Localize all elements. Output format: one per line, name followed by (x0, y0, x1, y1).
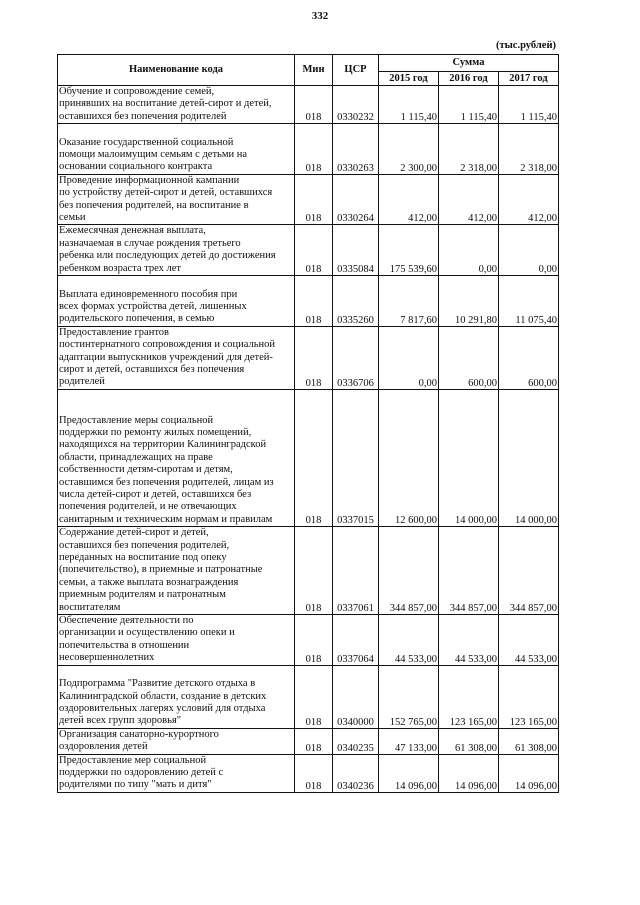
row-2017-cell: 1 115,40 (499, 86, 559, 124)
header-csr: ЦСР (333, 55, 379, 86)
row-min-cell: 018 (295, 728, 333, 754)
budget-table (57, 54, 559, 793)
row-2015-cell: 14 096,00 (379, 754, 439, 792)
row-csr-cell: 0340236 (333, 754, 379, 792)
row-min-cell: 018 (295, 86, 333, 124)
row-csr-cell: 0330264 (333, 174, 379, 225)
row-2015-cell: 2 300,00 (379, 124, 439, 175)
row-name-cell: Предоставление грантов постинтернатного сопровождения и социальной адаптации выпускников учреждений для детей- сирот и детей, оставшихся без попечения родителей (58, 326, 295, 389)
row-2016-cell: 1 115,40 (439, 86, 499, 124)
row-2016-cell: 600,00 (439, 326, 499, 389)
row-min-cell: 018 (295, 174, 333, 225)
header-2017: 2017 год (499, 72, 559, 86)
row-name-cell: Предоставление мер социальной поддержки по оздоровлению детей с родителями по типу "мать и дитя" (58, 754, 295, 792)
row-min-cell: 018 (295, 225, 333, 276)
row-2017-cell: 14 096,00 (499, 754, 559, 792)
row-name-cell: Выплата единовременного пособия при всех формах устройства детей, лишенных родительского попечения, в семью (58, 276, 295, 327)
header-min: Мин (295, 55, 333, 86)
row-csr-cell: 0340235 (333, 728, 379, 754)
table-row (58, 174, 559, 225)
row-csr-cell: 0337061 (333, 527, 379, 615)
row-2016-cell: 0,00 (439, 225, 499, 276)
row-2015-cell: 44 533,00 (379, 615, 439, 666)
row-name-cell: Предоставление меры социальной поддержки по ремонту жилых помещений, находящихся на территории Калининградской области, принадлежащих на праве собственности детям-сиротам и детям, оставшимся без попечения родителей, лицам из числа детей-сирот и детей, оставшихся без попечения родителей, и не отвечающих санитарным и техническим нормам и правилам (58, 389, 295, 526)
table-header (58, 55, 559, 86)
row-csr-cell: 0337015 (333, 389, 379, 526)
row-2016-cell: 412,00 (439, 174, 499, 225)
row-2016-cell: 123 165,00 (439, 665, 499, 728)
row-2015-cell: 0,00 (379, 326, 439, 389)
row-2016-cell: 61 308,00 (439, 728, 499, 754)
table-row (58, 86, 559, 124)
row-2016-cell: 2 318,00 (439, 124, 499, 175)
table-row (58, 754, 559, 792)
header-2015: 2015 год (379, 72, 439, 86)
row-2015-cell: 344 857,00 (379, 527, 439, 615)
row-csr-cell: 0335084 (333, 225, 379, 276)
row-2016-cell: 44 533,00 (439, 615, 499, 666)
row-csr-cell: 0340000 (333, 665, 379, 728)
table-row (58, 225, 559, 276)
table-body (58, 86, 559, 793)
row-2017-cell: 14 000,00 (499, 389, 559, 526)
table-row (58, 389, 559, 526)
units-label: (тыс.рублей) (495, 40, 556, 51)
row-2017-cell: 0,00 (499, 225, 559, 276)
table-row (58, 728, 559, 754)
row-name-cell: Ежемесячная денежная выплата, назначаемая в случае рождения третьего ребенка или последующих детей до достижения ребенком возраста трех лет (58, 225, 295, 276)
row-name-cell: Содержание детей-сирот и детей, оставшихся без попечения родителей, переданных на воспитание под опеку (попечительство), в приемные и патронатные семьи, а также выплата вознаграждения приемным родителям и патронатным воспитателям (58, 527, 295, 615)
page-number: 332 (311, 10, 329, 22)
row-2016-cell: 14 096,00 (439, 754, 499, 792)
row-csr-cell: 0330263 (333, 124, 379, 175)
row-2015-cell: 1 115,40 (379, 86, 439, 124)
row-2017-cell: 412,00 (499, 174, 559, 225)
row-min-cell: 018 (295, 615, 333, 666)
row-name-cell: Организация санаторно-курортного оздоровления детей (58, 728, 295, 754)
header-2016: 2016 год (439, 72, 499, 86)
row-min-cell: 018 (295, 527, 333, 615)
row-2017-cell: 11 075,40 (499, 276, 559, 327)
row-min-cell: 018 (295, 276, 333, 327)
row-min-cell: 018 (295, 124, 333, 175)
row-csr-cell: 0335260 (333, 276, 379, 327)
table-row (58, 326, 559, 389)
row-2015-cell: 412,00 (379, 174, 439, 225)
row-name-cell: Оказание государственной социальной помощи малоимущим семьям с детьми на основании социального контракта (58, 124, 295, 175)
row-2017-cell: 123 165,00 (499, 665, 559, 728)
row-2015-cell: 175 539,60 (379, 225, 439, 276)
row-2017-cell: 61 308,00 (499, 728, 559, 754)
row-2017-cell: 44 533,00 (499, 615, 559, 666)
header-sum: Сумма (379, 55, 559, 72)
row-2017-cell: 2 318,00 (499, 124, 559, 175)
row-name-cell: Обеспечение деятельности по организации и осуществлению опеки и попечительства в отношении несовершеннолетних (58, 615, 295, 666)
row-2015-cell: 47 133,00 (379, 728, 439, 754)
row-2016-cell: 14 000,00 (439, 389, 499, 526)
table-row (58, 527, 559, 615)
row-2016-cell: 10 291,80 (439, 276, 499, 327)
row-2017-cell: 600,00 (499, 326, 559, 389)
row-min-cell: 018 (295, 389, 333, 526)
row-csr-cell: 0336706 (333, 326, 379, 389)
row-2017-cell: 344 857,00 (499, 527, 559, 615)
row-name-cell: Обучение и сопровождение семей, принявших на воспитание детей-сирот и детей, оставшихся без попечения родителей (58, 86, 295, 124)
row-2015-cell: 7 817,60 (379, 276, 439, 327)
row-name-cell: Подпрограмма "Развитие детского отдыха в Калининградской области, создание в детских оздоровительных лагерях условий для отдыха детей всех групп здоровья" (58, 665, 295, 728)
table-row (58, 276, 559, 327)
table-row (58, 615, 559, 666)
row-2015-cell: 152 765,00 (379, 665, 439, 728)
table-row (58, 124, 559, 175)
row-name-cell: Проведение информационной кампании по устройству детей-сирот и детей, оставшихся без попечения родителей, на воспитание в семьи (58, 174, 295, 225)
row-2016-cell: 344 857,00 (439, 527, 499, 615)
table-row (58, 665, 559, 728)
row-min-cell: 018 (295, 754, 333, 792)
row-csr-cell: 0330232 (333, 86, 379, 124)
row-min-cell: 018 (295, 665, 333, 728)
header-name: Наименование кода (58, 55, 295, 86)
row-2015-cell: 12 600,00 (379, 389, 439, 526)
row-csr-cell: 0337064 (333, 615, 379, 666)
row-min-cell: 018 (295, 326, 333, 389)
